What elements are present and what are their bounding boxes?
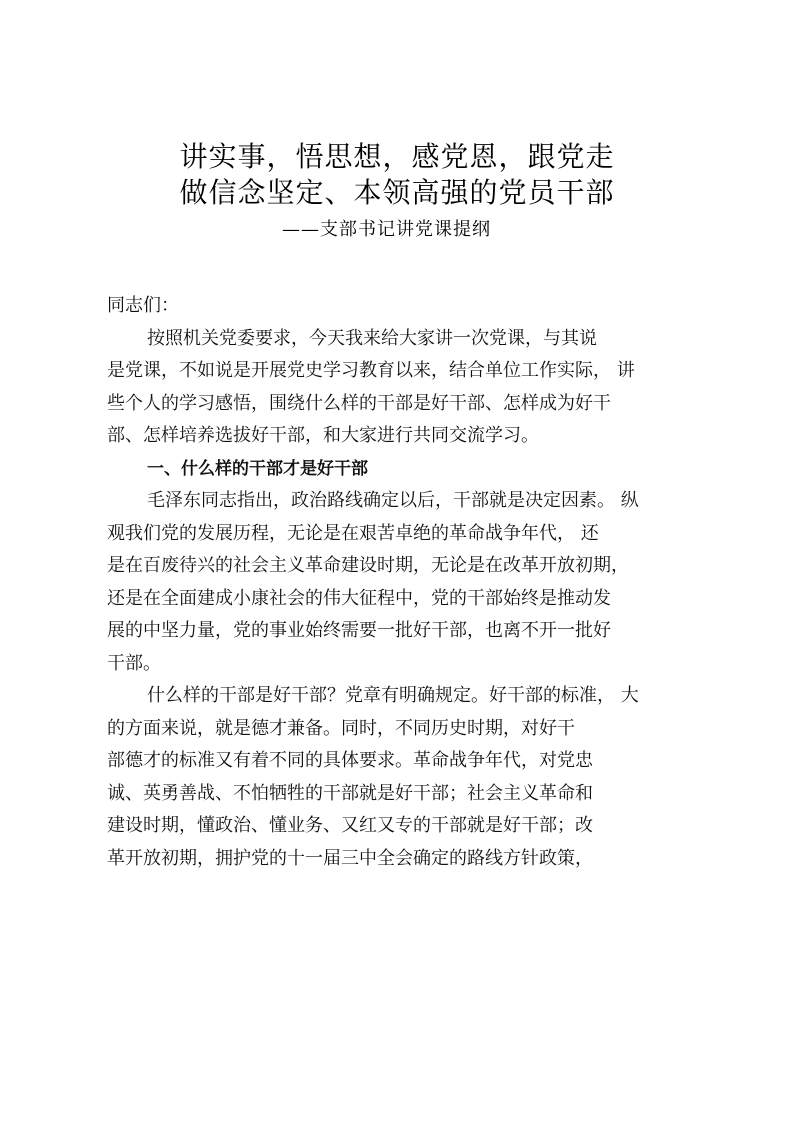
title-line-1: 讲实事，悟思想，感党恩，跟党走 [179, 140, 615, 173]
paragraph-line: 什么样的干部是好干部？党章有明确规定。好干部的标准， 大 [147, 685, 639, 706]
paragraph-line: 革开放初期，拥护党的十一届三中全会确定的路线方针政策， [107, 847, 593, 869]
document-body [107, 290, 727, 875]
paragraph-line: 干部。 [107, 652, 161, 674]
paragraph-line: 诚、英勇善战、不怕牺牲的干部就是好干部；社会主义革命和 [107, 782, 593, 804]
paragraph-line: 是党课，不如说是开展党史学习教育以来，结合单位工作实际， 讲 [107, 360, 635, 381]
paragraph-line: 观我们党的发展历程，无论是在艰苦卓绝的革命战争年代， 还 [107, 522, 599, 544]
subtitle: ——支部书记讲党课提纲 [282, 219, 491, 240]
greeting: 同志们： [107, 295, 179, 316]
paragraph-line: 些个人的学习感悟，围绕什么样的干部是好干部、怎样成为好干 [107, 392, 611, 414]
paragraph-line: 是在百废待兴的社会主义革命建设时期，无论是在改革开放初期， [107, 555, 629, 576]
title-line-2: 做信念坚定、本领高强的党员干部 [179, 176, 615, 209]
paragraph-good-cadre-standard [107, 680, 727, 875]
paragraph-line: 部、怎样培养选拔好干部，和大家进行共同交流学习。 [107, 425, 539, 446]
section-heading: 一、什么样的干部才是好干部 [147, 458, 368, 479]
paragraph-line: 展的中坚力量，党的事业始终需要一批好干部，也离不开一批好 [107, 620, 611, 641]
paragraph-cadre-role [107, 485, 727, 680]
paragraph-line: 部德才的标准又有着不同的具体要求。革命战争年代，对党忠 [107, 750, 593, 771]
paragraph-line: 建设时期，懂政治、懂业务、又红又专的干部就是好干部；改 [107, 815, 593, 836]
paragraph-line: 毛泽东同志指出，政治路线确定以后，干部就是决定因素。 纵 [147, 490, 639, 511]
paragraph-line: 的方面来说，就是德才兼备。同时，不同历史时期，对好干 [107, 717, 575, 739]
paragraph-intro [107, 323, 727, 453]
paragraph-line: 还是在全面建成小康社会的伟大征程中，党的干部始终是推动发 [107, 587, 611, 609]
paragraph-line: 按照机关党委要求，今天我来给大家讲一次党课，与其说 [147, 327, 597, 349]
